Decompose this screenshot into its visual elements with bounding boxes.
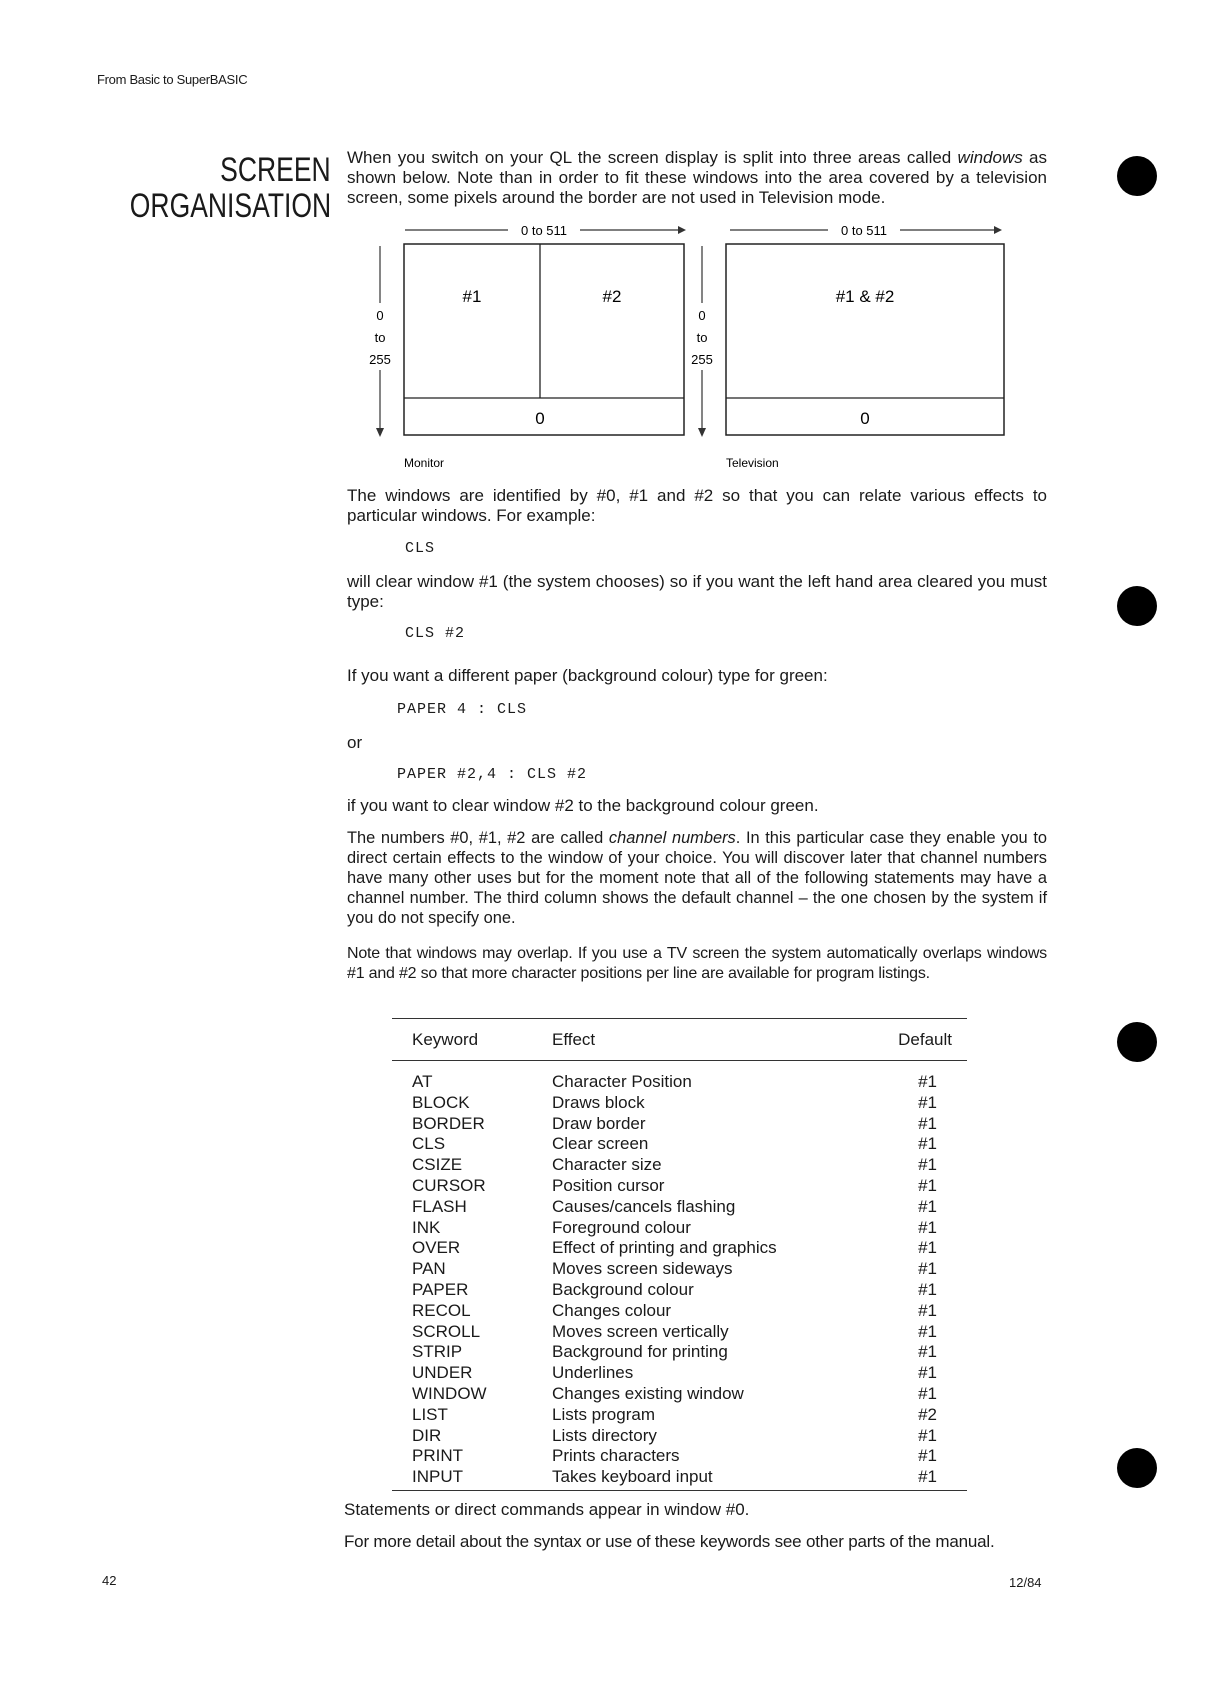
keyword-cell: PAN — [412, 1259, 446, 1279]
table-row — [392, 1093, 967, 1114]
keyword-cell: CLS — [412, 1134, 446, 1154]
table-row — [392, 1467, 967, 1488]
table-top-rule — [392, 1018, 967, 1019]
monitor-width-label: 0 to 511 — [520, 223, 568, 238]
intro-paragraph — [347, 148, 1047, 208]
keyword-cell: LIST — [412, 1404, 448, 1424]
effect-cell: Underlines — [552, 1363, 634, 1383]
default-cell: #1 — [918, 1467, 937, 1487]
effect-cell: Background colour — [552, 1279, 694, 1299]
effect-cell: Causes/cancels flashing — [552, 1196, 736, 1216]
monitor-window1-label: #1 — [462, 287, 482, 306]
default-cell: #1 — [918, 1342, 937, 1362]
tv-window12-label: #1 & #2 — [835, 287, 895, 306]
keyword-cell: BORDER — [412, 1113, 485, 1133]
channel-text-2: . In this particular case they enable you to direct certain effects to the window of your choice. You will discover later that channel numbers have many other uses but for the moment note that all of the following statements may have a channel number. The third column shows the default channel – the one chosen by the system if you do not specify one. — [347, 829, 1047, 927]
tv-height-bottom: 255 — [691, 352, 713, 367]
section-title-line1: SCREEN — [220, 151, 331, 189]
default-cell: #1 — [918, 1072, 937, 1091]
default-cell: #1 — [918, 1259, 937, 1279]
default-cell: #1 — [918, 1238, 937, 1258]
default-cell: #1 — [918, 1446, 937, 1466]
default-cell: #1 — [918, 1279, 937, 1299]
tv-height-top: 0 — [698, 308, 706, 323]
clear2-paragraph: if you want to clear window #2 to the background colour green. — [347, 796, 819, 815]
table-row — [392, 1072, 967, 1093]
effect-cell: Character size — [552, 1155, 662, 1175]
table-row — [392, 1197, 967, 1218]
table-row — [392, 1342, 967, 1363]
running-header: From Basic to SuperBASIC — [97, 72, 248, 87]
table-row — [392, 1259, 967, 1280]
keyword-cell: INPUT — [412, 1467, 463, 1487]
keyword-cell: STRIP — [412, 1342, 463, 1362]
channel-emphasis: channel numbers — [608, 829, 736, 847]
effect-cell: Lists directory — [552, 1425, 657, 1445]
monitor-height-top: 0 — [376, 308, 384, 323]
overlap-paragraph: Note that windows may overlap. If you use a TV screen the system automatically overlaps windows #1 and #2 so that more character positions per line are available for program listings. — [347, 945, 1047, 982]
effect-cell: Background for printing — [552, 1342, 728, 1362]
punch-hole — [1117, 1022, 1157, 1062]
table-row — [392, 1134, 967, 1155]
keyword-cell: UNDER — [412, 1363, 473, 1383]
default-cell: #1 — [918, 1092, 937, 1112]
cls-paragraph: will clear window #1 (the system chooses) so if you want the left hand area cleared you must type: — [347, 572, 1047, 611]
table-row — [392, 1218, 967, 1239]
keyword-table-body — [392, 1072, 967, 1488]
default-cell: #1 — [918, 1196, 937, 1216]
intro-text-2: as shown below. Note than in order to fit these windows into the area covered by a television screen, some pixels around the border are not used in Television mode. — [347, 148, 1047, 207]
keyword-cell: OVER — [412, 1238, 461, 1258]
page-number: 42 — [102, 1573, 117, 1588]
effect-cell: Position cursor — [552, 1175, 665, 1195]
effect-cell: Moves screen vertically — [552, 1321, 729, 1341]
default-cell: #1 — [918, 1425, 937, 1445]
keyword-cell: BLOCK — [412, 1092, 470, 1112]
keyword-cell: CURSOR — [412, 1175, 486, 1195]
table-header-rule — [392, 1060, 967, 1061]
effect-cell: Draw border — [552, 1113, 646, 1133]
code-cls: CLS — [405, 540, 436, 557]
monitor-caption: Monitor — [404, 456, 445, 470]
or-text: or — [347, 733, 363, 752]
effect-cell: Changes colour — [552, 1300, 672, 1320]
table-row — [392, 1322, 967, 1343]
table-row — [392, 1426, 967, 1447]
table-row — [392, 1155, 967, 1176]
monitor-window2-label: #2 — [602, 287, 622, 306]
code-paper-cls: PAPER 4 : CLS — [397, 701, 528, 718]
keyword-cell: FLASH — [412, 1196, 467, 1216]
table-row — [392, 1238, 967, 1259]
table-row — [392, 1384, 967, 1405]
table-row — [392, 1405, 967, 1426]
punch-hole — [1117, 1448, 1157, 1488]
keyword-table-header — [392, 1030, 967, 1051]
keyword-cell: CSIZE — [412, 1155, 463, 1175]
section-title-line2: ORGANISATION — [129, 187, 331, 225]
effect-cell: Draws block — [552, 1092, 645, 1112]
intro-emphasis: windows — [957, 148, 1023, 167]
channel-text-1: The numbers #0, #1, #2 are called — [347, 829, 609, 847]
default-cell: #1 — [918, 1217, 937, 1237]
default-cell: #1 — [918, 1383, 937, 1403]
tv-caption: Television — [726, 456, 779, 470]
effect-cell: Prints characters — [552, 1446, 680, 1466]
keyword-cell: RECOL — [412, 1300, 471, 1320]
tv-width-label: 0 to 511 — [840, 223, 888, 238]
table-row — [392, 1176, 967, 1197]
default-cell: #1 — [918, 1175, 937, 1195]
window-layout-diagram — [360, 218, 1020, 478]
table-row — [392, 1363, 967, 1384]
effect-cell: Changes existing window — [552, 1383, 744, 1403]
header-effect: Effect — [552, 1030, 596, 1049]
monitor-height-mid: to — [374, 330, 386, 345]
default-cell: #1 — [918, 1300, 937, 1320]
windows-paragraph: The windows are identified by #0, #1 and #2 so that you can relate various effects to particular windows. For example: — [347, 486, 1047, 525]
default-cell: #1 — [918, 1113, 937, 1133]
tv-height-mid: to — [696, 330, 708, 345]
keyword-cell: SCROLL — [412, 1321, 481, 1341]
punch-hole — [1117, 586, 1157, 626]
table-bottom-rule — [392, 1490, 967, 1491]
default-cell: #2 — [918, 1404, 937, 1424]
default-cell: #1 — [918, 1155, 937, 1175]
tv-frame — [726, 244, 1004, 435]
code-cls-2: CLS #2 — [405, 625, 466, 642]
table-row — [392, 1446, 967, 1467]
effect-cell: Moves screen sideways — [552, 1259, 733, 1279]
statements-paragraph: Statements or direct commands appear in window #0. — [344, 1500, 750, 1519]
tv-window0-label: 0 — [860, 409, 870, 428]
monitor-height-bottom: 255 — [369, 352, 391, 367]
keyword-cell: PRINT — [412, 1446, 463, 1466]
keyword-cell: AT — [412, 1072, 433, 1091]
default-cell: #1 — [918, 1321, 937, 1341]
effect-cell: Lists program — [552, 1404, 655, 1424]
keyword-cell: PAPER — [412, 1279, 469, 1299]
intro-text-1: When you switch on your QL the screen display is split into three areas called — [347, 148, 958, 167]
header-keyword: Keyword — [412, 1030, 479, 1049]
footer-date: 12/84 — [1009, 1575, 1042, 1590]
effect-cell: Effect of printing and graphics — [552, 1238, 777, 1258]
channel-paragraph — [347, 828, 1047, 928]
paper-paragraph: If you want a different paper (background colour) type for green: — [347, 666, 828, 685]
effect-cell: Character Position — [552, 1072, 692, 1091]
table-row — [392, 1301, 967, 1322]
default-cell: #1 — [918, 1134, 937, 1154]
effect-cell: Foreground colour — [552, 1217, 691, 1237]
monitor-window0-label: 0 — [535, 409, 545, 428]
effect-cell: Clear screen — [552, 1134, 649, 1154]
detail-paragraph: For more detail about the syntax or use of these keywords see other parts of the manual. — [344, 1532, 995, 1551]
keyword-cell: WINDOW — [412, 1383, 487, 1403]
keyword-cell: DIR — [412, 1425, 442, 1445]
keyword-cell: INK — [412, 1217, 441, 1237]
monitor-frame — [404, 244, 684, 435]
effect-cell: Takes keyboard input — [552, 1467, 713, 1487]
punch-hole — [1117, 156, 1157, 196]
table-row — [392, 1114, 967, 1135]
code-paper-2: PAPER #2,4 : CLS #2 — [397, 766, 588, 783]
table-row — [392, 1280, 967, 1301]
default-cell: #1 — [918, 1363, 937, 1383]
header-default: Default — [898, 1030, 952, 1049]
